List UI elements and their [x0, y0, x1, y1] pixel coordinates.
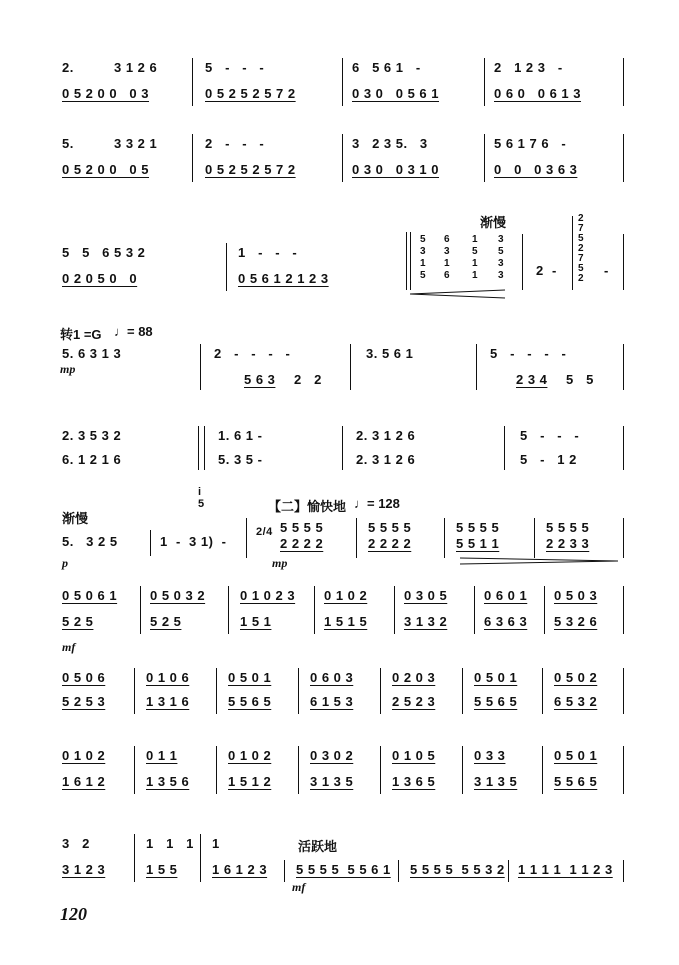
barline [200, 344, 201, 390]
system-2-upper [0, 136, 679, 154]
dynamic-mp: mp [60, 362, 76, 376]
note-group: 0 3 0 0 5 6 1 [352, 86, 440, 101]
note-group: 6 5 3 2 [554, 694, 598, 709]
tempo-marking: 渐慢 [480, 215, 507, 230]
crescendo-hairpin [460, 556, 620, 566]
dynamic-mf: mf [62, 640, 76, 654]
note-group: 1 5 5 [146, 862, 178, 877]
barline [192, 134, 193, 182]
tempo-marking: 渐慢 [62, 511, 89, 526]
note-group: 3 1 3 2 [404, 614, 448, 629]
barline [246, 518, 247, 558]
double-barline [406, 232, 411, 290]
note-group: 5 5 6 5 [474, 694, 518, 709]
note-group: 5 5 [566, 372, 594, 387]
decrescendo-hairpin [410, 289, 510, 299]
note-group: 2. 3 5 3 2 [62, 428, 122, 443]
system-5-lower [0, 452, 679, 470]
grace-chord: i 5 [198, 486, 205, 510]
note-group: 5. 6 3 1 3 [62, 346, 122, 361]
barline [623, 668, 624, 714]
note-group: 0 1 0 2 [324, 588, 368, 603]
note-group: 5 5 6 5 3 2 [62, 245, 146, 260]
dynamic-p: p [62, 556, 68, 570]
fermata-note: 2 - [536, 263, 557, 278]
note-group: 0 5 2 5 2 5 7 2 [205, 162, 296, 177]
barline [544, 586, 545, 634]
tempo-marking: ♩= 128 [354, 496, 400, 511]
note-group: 2 2 2 2 [280, 536, 324, 551]
note-group: 5 2 5 [62, 614, 94, 629]
barline [198, 426, 199, 470]
note-group: 1. 6 1 - [218, 428, 263, 443]
barline [342, 426, 343, 470]
note-group: 1 6 1 2 [62, 774, 106, 789]
chord: 3 5 3 3 [498, 234, 505, 281]
barline [484, 58, 485, 106]
note-group: 2 5 2 3 [392, 694, 436, 709]
note-group: 0 2 0 3 [392, 670, 436, 685]
barline [342, 58, 343, 106]
note-group: 5. 3 2 5 [62, 534, 118, 549]
note-group: 5 5 1 1 [456, 536, 500, 551]
note-group: 5. 3 5 - [218, 452, 263, 467]
chord-group [418, 234, 518, 290]
system-2-lower [0, 162, 679, 180]
note-group: 0 2 0 5 0 0 [62, 271, 138, 286]
note-group: 5 5 5 5 5 5 3 2 [410, 862, 505, 877]
note-group: 0 5 0 3 [554, 588, 598, 603]
chord: 5 3 1 5 [420, 234, 427, 281]
barline [134, 668, 135, 714]
barline [342, 134, 343, 182]
section-heading: 【二】愉快地 [268, 499, 347, 514]
barline [504, 426, 505, 470]
note-group: 2 3 4 [516, 372, 548, 387]
note-group: 1 6 1 2 3 [212, 862, 268, 877]
note-group: 2 2 2 2 [368, 536, 412, 551]
note-group: 5 6 3 [244, 372, 276, 387]
note-group: 0 5 0 1 [554, 748, 598, 763]
barline [623, 134, 624, 182]
system-4-lower [0, 372, 679, 390]
note-group: 5 5 5 5 [546, 520, 590, 535]
note-group: 0 5 0 1 [228, 670, 272, 685]
page-number: 120 [60, 904, 87, 924]
note-group: 1 5 1 5 [324, 614, 368, 629]
barline [284, 860, 285, 882]
note-group: 3 1 2 3 [62, 862, 106, 877]
note-group: 6 1 5 3 [310, 694, 354, 709]
system-1-upper [0, 60, 679, 78]
note-group: 1 - - - [238, 245, 298, 260]
note-group: 6 3 6 3 [484, 614, 528, 629]
barline [204, 426, 205, 470]
note-group: 0 1 0 2 [228, 748, 272, 763]
note-group: 0 1 0 2 3 [240, 588, 296, 603]
note-group: 3 2 [62, 836, 90, 851]
barline [298, 746, 299, 794]
note-group: 5 - - - [205, 60, 265, 75]
barline [380, 746, 381, 794]
system-1-lower [0, 86, 679, 104]
note-group: 1 [212, 836, 220, 851]
note-group: 2. 3 1 2 6 [356, 428, 416, 443]
barline [623, 344, 624, 390]
note-group: 0 5 6 1 2 1 2 3 [238, 271, 329, 286]
barline [462, 668, 463, 714]
note-group: 0 3 3 [474, 748, 506, 763]
barline [522, 234, 523, 290]
barline [623, 860, 624, 882]
note-group: 5 3 2 6 [554, 614, 598, 629]
system-10-upper [0, 836, 679, 854]
note-group: 5 5 6 5 [228, 694, 272, 709]
system-5-upper [0, 428, 679, 446]
note-group: 3 1 3 5 [310, 774, 354, 789]
note-group: 0 3 0 0 3 1 0 [352, 162, 440, 177]
final-dash: - [604, 263, 609, 278]
barline [192, 58, 193, 106]
note-group: 5 2 5 3 [62, 694, 106, 709]
barline [356, 518, 357, 558]
note-group: 0 5 2 0 0 0 3 [62, 86, 150, 101]
note-group: 3 1 2 6 [114, 60, 158, 75]
barline [534, 518, 535, 558]
barline [623, 518, 624, 558]
note-group: 5 - 1 2 [520, 452, 577, 467]
note-group: 5 5 5 5 [368, 520, 412, 535]
note-group: 0 6 0 1 [484, 588, 528, 603]
barline [226, 243, 227, 291]
note-group: 0 5 0 2 [554, 670, 598, 685]
note-group: 6 5 6 1 - [352, 60, 421, 75]
barline [623, 426, 624, 470]
system-8-upper [0, 670, 679, 688]
barline [474, 586, 475, 634]
note-group: 1 3 6 5 [392, 774, 436, 789]
expression-marking: 活跃地 [298, 839, 338, 854]
note-group: 0 1 0 6 [146, 670, 190, 685]
note-group: 5 5 5 5 5 5 6 1 [296, 862, 391, 877]
barline [572, 216, 573, 290]
note-group: 0 3 0 2 [310, 748, 354, 763]
barline [542, 746, 543, 794]
note-group: 0 0 0 3 6 3 [494, 162, 578, 177]
note-group: 0 1 1 [146, 748, 178, 763]
system-8-lower [0, 694, 679, 712]
note-group: 0 6 0 0 6 1 3 [494, 86, 582, 101]
barline [398, 860, 399, 882]
barline [444, 518, 445, 558]
note-group: 0 5 0 3 2 [150, 588, 206, 603]
note-group: 0 5 0 6 1 [62, 588, 118, 603]
barline [314, 586, 315, 634]
note-group: 1 1 1 [146, 836, 194, 851]
barline [484, 134, 485, 182]
barline [350, 344, 351, 390]
note-group: 5 6 1 7 6 - [494, 136, 567, 151]
note-group: 2. 3 1 2 6 [356, 452, 416, 467]
barline [476, 344, 477, 390]
system-9-upper [0, 748, 679, 766]
note-group: 5 - - - - [490, 346, 567, 361]
note-group: 3 3 2 1 [114, 136, 158, 151]
note-group: 5 5 6 5 [554, 774, 598, 789]
final-chord: 2 7 5 2 7 5 2 [578, 213, 585, 284]
note-group: 1 3 5 6 [146, 774, 190, 789]
system-10-lower [0, 862, 679, 880]
note-group: 0 5 0 1 [474, 670, 518, 685]
barline [228, 586, 229, 634]
note-group: 5 5 5 5 [456, 520, 500, 535]
note-group: 0 1 0 5 [392, 748, 436, 763]
note-group: 0 5 2 0 0 0 5 [62, 162, 150, 177]
key-change: 转1 =G [60, 327, 102, 342]
system-4-upper [0, 346, 679, 364]
barline [623, 234, 624, 290]
note-group: 1 3 1 6 [146, 694, 190, 709]
note-group: 5. [62, 136, 74, 151]
note-group: 3. 5 6 1 [366, 346, 414, 361]
tempo-marking: ♩= 88 [114, 324, 153, 339]
barline [134, 834, 135, 882]
note-group: 1 5 1 [240, 614, 272, 629]
system-7-upper [0, 588, 679, 606]
chord: 6 3 1 6 [444, 234, 451, 281]
barline [200, 834, 201, 882]
barline [150, 530, 151, 556]
note-group: 2 2 [294, 372, 322, 387]
barline [298, 668, 299, 714]
barline [394, 586, 395, 634]
note-group: 0 3 0 5 [404, 588, 448, 603]
barline [623, 586, 624, 634]
time-signature: 2/4 [256, 526, 273, 538]
note-group: 6. 1 2 1 6 [62, 452, 122, 467]
barline [134, 746, 135, 794]
system-9-lower [0, 774, 679, 792]
system-7-lower [0, 614, 679, 632]
note-group: 3 2 3 5. 3 [352, 136, 428, 151]
barline [508, 860, 509, 882]
note-group: 5 - - - [520, 428, 580, 443]
note-group: 5 2 5 [150, 614, 182, 629]
dynamic-mp: mp [272, 556, 288, 570]
barline [462, 746, 463, 794]
barline [216, 746, 217, 794]
dynamic-mf: mf [292, 880, 306, 894]
barline [623, 746, 624, 794]
note-group: 1 5 1 2 [228, 774, 272, 789]
note-group: 2 1 2 3 - [494, 60, 563, 75]
note-group: 0 1 0 2 [62, 748, 106, 763]
barline [140, 586, 141, 634]
note-group: 3 1 3 5 [474, 774, 518, 789]
note-group: 0 6 0 3 [310, 670, 354, 685]
note-group: 2 2 3 3 [546, 536, 590, 551]
note-group: 2 - - - [205, 136, 265, 151]
note-group: 0 5 2 5 2 5 7 2 [205, 86, 296, 101]
note-group: 1 1 1 1 1 1 2 3 [518, 862, 613, 877]
system-6-lower [0, 536, 679, 554]
note-group: 0 5 0 6 [62, 670, 106, 685]
note-group: 1 - 3 1) - [160, 534, 227, 549]
note-group: 5 5 5 5 [280, 520, 324, 535]
barline [216, 668, 217, 714]
note-group: 2. [62, 60, 74, 75]
barline [380, 668, 381, 714]
barline [542, 668, 543, 714]
barline [623, 58, 624, 106]
chord: 1 5 1 1 [472, 234, 479, 281]
note-group: 2 - - - - [214, 346, 291, 361]
